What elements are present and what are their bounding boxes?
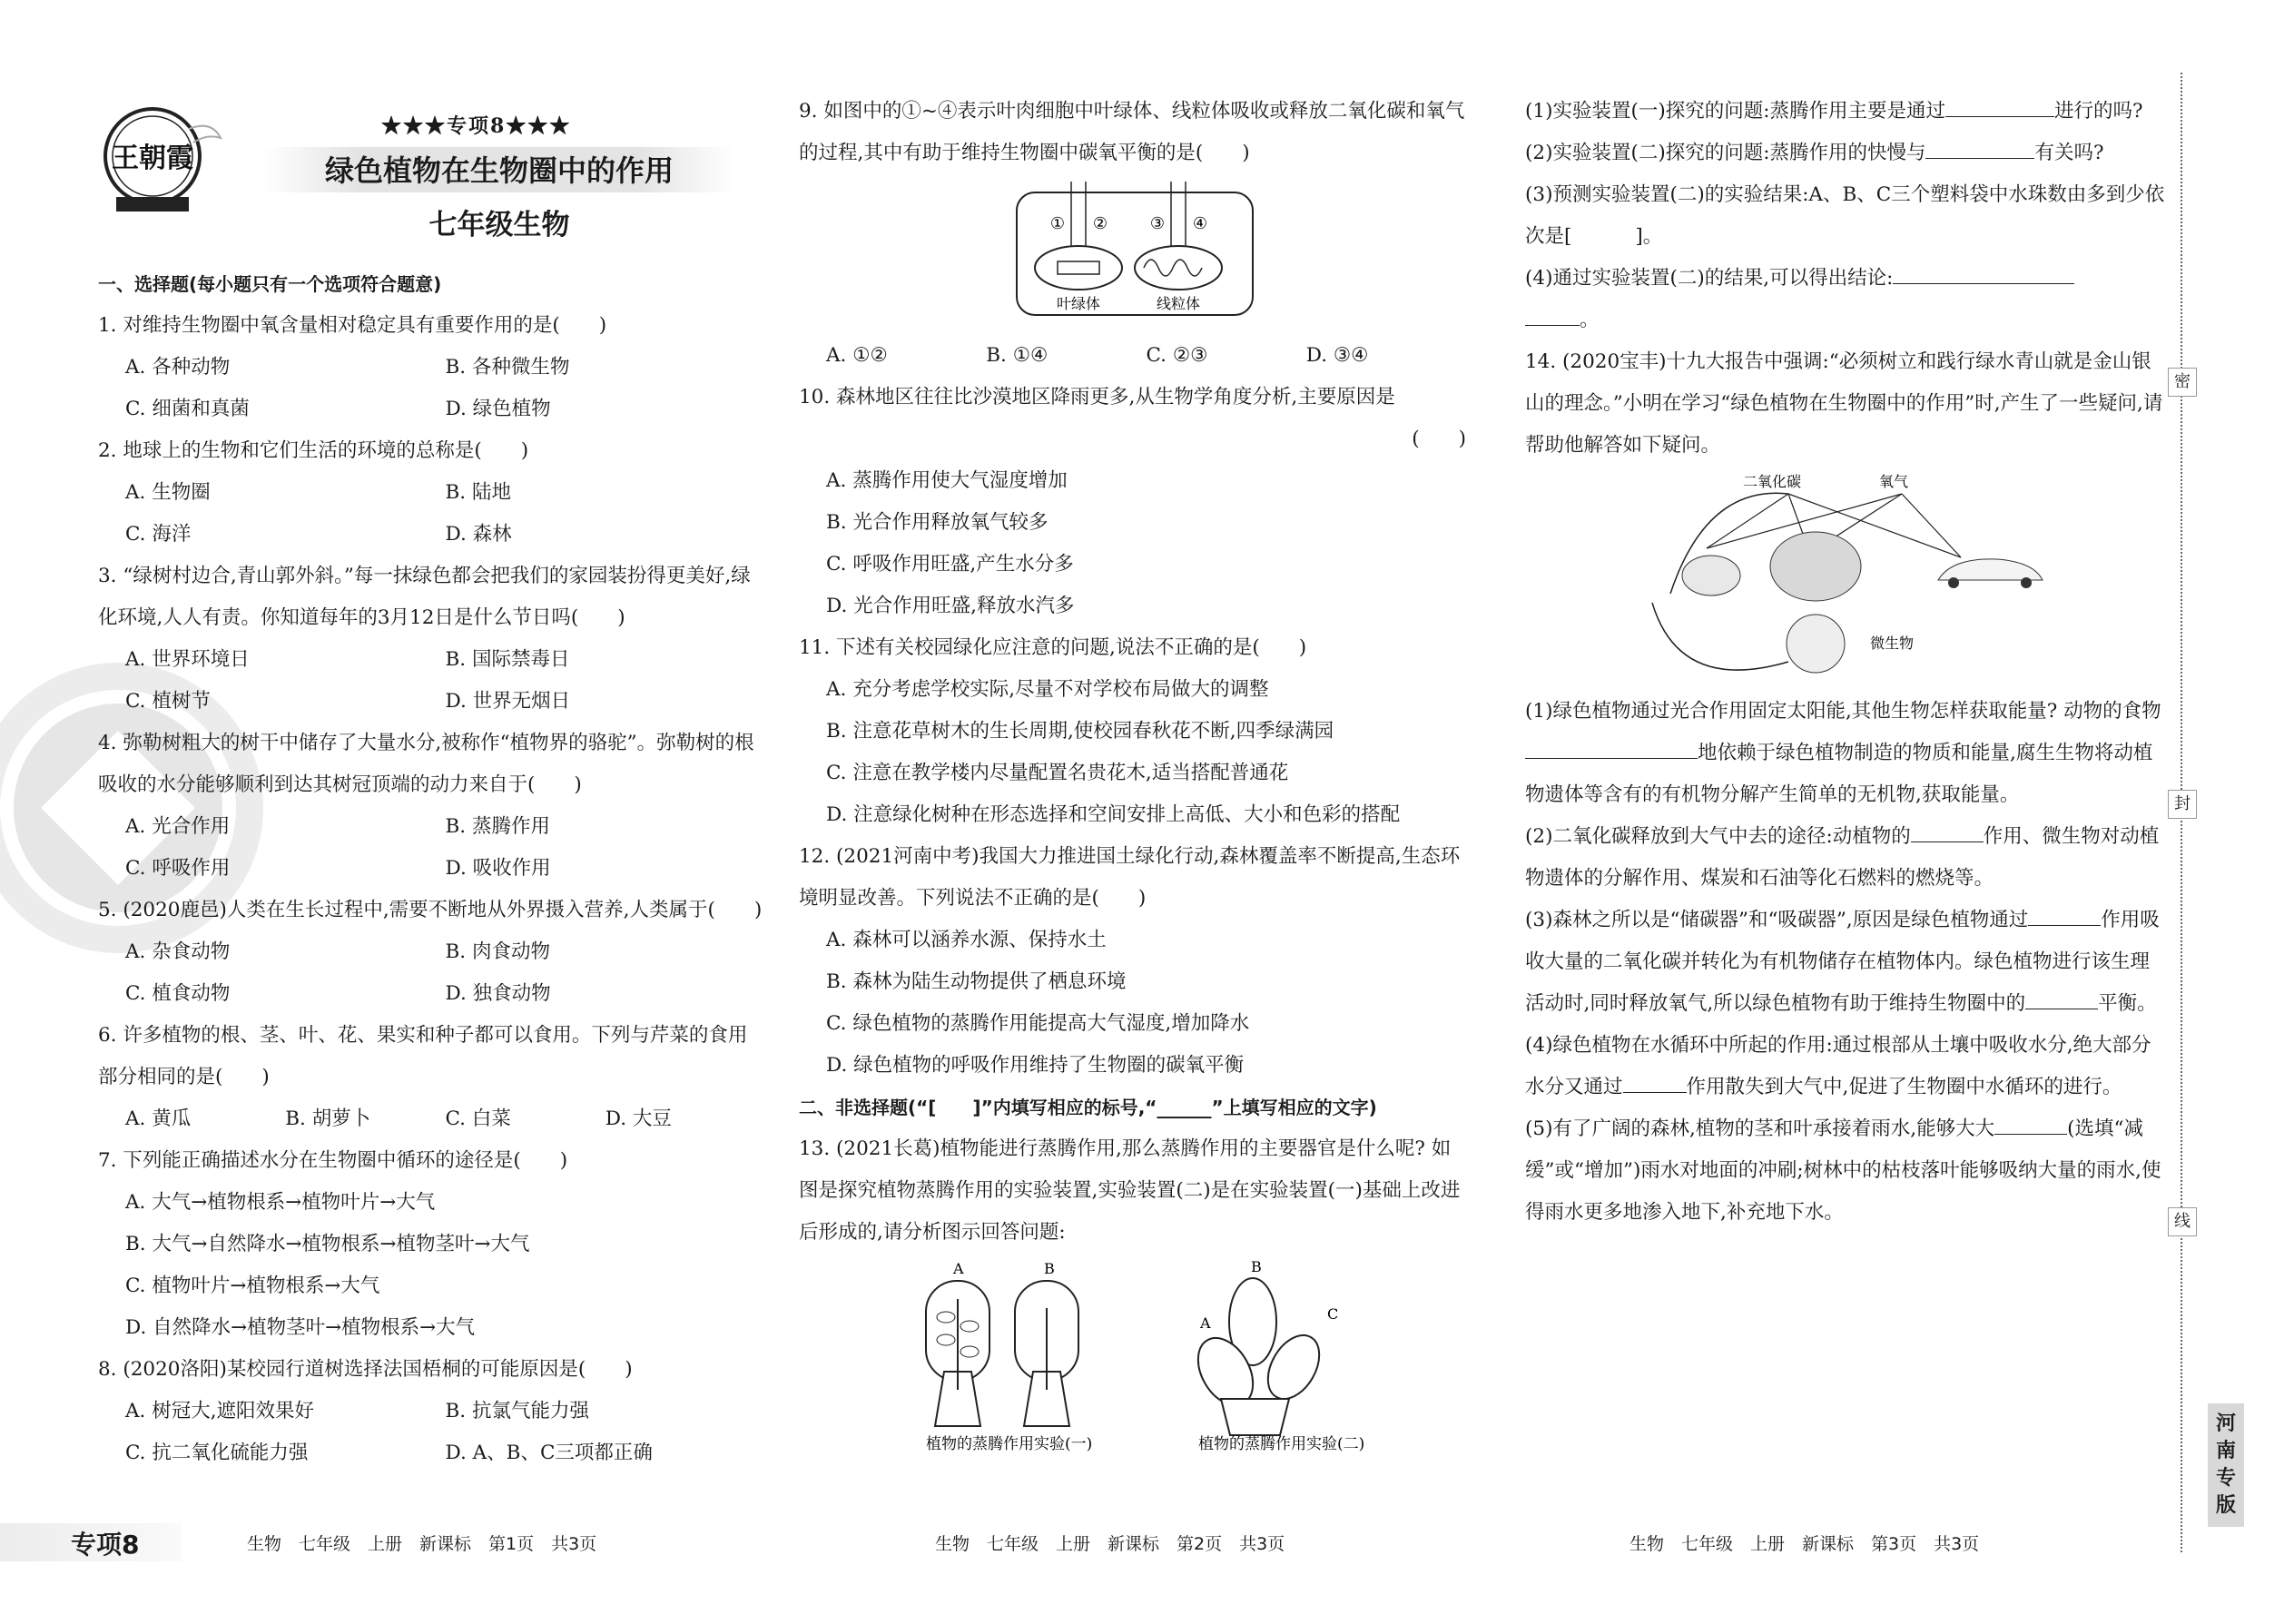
option: B. 胡萝卜: [285, 1107, 371, 1130]
option: B. 各种微生物: [445, 356, 570, 379]
option: A. 杂食动物: [125, 940, 231, 963]
answer-blank[interactable]: [1945, 94, 2054, 117]
label-microbe: 微生物: [1870, 635, 1915, 652]
question-6: 6. 许多植物的根、茎、叶、花、果实和种子都可以食用。下列与芹菜的食用部分相同的是( ): [98, 1024, 748, 1088]
marker-3: ③: [1149, 214, 1166, 233]
answer-blank[interactable]: [1525, 736, 1698, 759]
option: C. 植树节: [125, 690, 211, 713]
page-footer-1: 生物 七年级 上册 新课标 第1页 共3页: [247, 1534, 597, 1554]
options-4: [98, 806, 765, 890]
option: C. 绿色植物的蒸腾作用能提高大气湿度,增加降水: [826, 1012, 1250, 1035]
mitochondria-shape: [1135, 246, 1222, 290]
option: D. 注意绿化树种在形态选择和空间安排上高低、大小和色彩的搭配: [826, 803, 1401, 826]
logo-text: 王朝霞: [112, 143, 193, 174]
label-c2: C: [1327, 1305, 1339, 1323]
option: B. 大气→自然降水→植物根系→植物茎叶→大气: [125, 1233, 530, 1255]
option: A. 树冠大,遮阳效果好: [125, 1400, 315, 1422]
question-13: 13. (2021长葛)植物能进行蒸腾作用,那么蒸腾作用的主要器官是什么呢? 如图是探究植物蒸腾作用的实验装置,实验装置(二)是在实验装置(一)基础上改进后形成的,请分析图示回答问题:: [799, 1137, 1461, 1244]
animal-drawing: [1682, 556, 1740, 595]
options-3: [98, 639, 765, 723]
option: C. 呼吸作用: [125, 857, 231, 880]
topic-stars: ★★★专项8★★★: [381, 114, 572, 138]
q13-sub-1: (1)实验装置(一)探究的问题:蒸腾作用主要是通过 进行的吗?: [1525, 91, 2165, 133]
option: C. 植物叶片→植物根系→大气: [125, 1275, 380, 1297]
option: C. ②③: [1146, 344, 1208, 367]
option: B. 森林为陆生动物提供了栖息环境: [826, 970, 1127, 993]
options-1: [98, 347, 765, 430]
question-7: 7. 下列能正确描述水分在生物圈中循环的途径是( ): [98, 1149, 568, 1172]
fig-caption-2: 植物的蒸腾作用实验(二): [1198, 1435, 1365, 1453]
label-o2: 氧气: [1879, 473, 1909, 490]
transpiration-figure: [799, 1254, 1466, 1462]
options-9: [799, 335, 1466, 377]
q14-sub-5: (5)有了广阔的森林,植物的茎和叶承接着雨水,能够大大 (选填“减缓”或“增加”)雨水对地面的冲刷;树林中的枯枝落叶能够吸纳大量的雨水,使得雨水更多地渗入地下,补充地下水。: [1525, 1108, 2165, 1234]
option: C. 海洋: [125, 523, 192, 546]
option: D. 绿色植物: [445, 398, 551, 420]
question-4: 4. 弥勒树粗大的树干中储存了大量水分,被称作“植物界的骆驼”。弥勒树的根吸收的水分能够顺利到达其树冠顶端的动力来自于( ): [98, 732, 754, 796]
option: A. ①②: [826, 344, 888, 367]
option: A. 各种动物: [125, 356, 231, 379]
option: B. 光合作用释放氧气较多: [826, 511, 1049, 534]
mitochondria-label: 线粒体: [1156, 295, 1201, 312]
question-14: 14. (2020宝丰)十九大报告中强调:“必须树立和践行绿水青山就是金山银山的理念。”小明在学习“绿色植物在生物圈中的作用”时,产生了一些疑问,请帮助他解答如下疑问。: [1525, 350, 2163, 457]
q13-sub-4: (4)通过实验装置(二)的结果,可以得出结论: 。: [1525, 258, 2165, 341]
option: D. 吸收作用: [445, 857, 551, 880]
page-title: 绿色植物在生物圈中的作用: [324, 153, 674, 188]
option: B. 蒸腾作用: [445, 815, 550, 838]
option: D. 世界无烟日: [445, 690, 571, 713]
answer-blank[interactable]: [1925, 136, 2034, 159]
options-2: [98, 472, 765, 556]
q14-sub-3: (3)森林之所以是“储碳器”和“吸碳器”,原因是绿色植物通过 作用吸收大量的二氧化碳并转化为有机物储存在植物体内。绿色植物进行该生理活动时,同时释放氧气,所以绿色植物有助于维持生物圈中的 平衡。: [1525, 900, 2165, 1025]
option: A. 黄瓜: [125, 1107, 192, 1130]
page-subtitle: 七年级生物: [428, 209, 570, 241]
option: A. 森林可以涵养水源、保持水土: [826, 929, 1107, 951]
page-footer-3: 生物 七年级 上册 新课标 第3页 共3页: [1629, 1534, 1980, 1554]
option: D. A、B、C三项都正确: [445, 1442, 653, 1464]
marker-2: ②: [1092, 214, 1108, 233]
seal-mark: 封: [2168, 790, 2197, 819]
option: C. 细菌和真菌: [125, 398, 250, 420]
column-3: [1525, 91, 2165, 1234]
option: B. 注意花草树木的生长周期,使校园春秋花不断,四季绿满园: [826, 720, 1334, 743]
option: D. 绿色植物的呼吸作用维持了生物圈的碳氧平衡: [826, 1054, 1245, 1077]
option: A. 大气→植物根系→植物叶片→大气: [125, 1191, 436, 1214]
chloroplast-shape: [1035, 246, 1122, 290]
option: C. 植食动物: [125, 982, 231, 1005]
label-a: A: [953, 1260, 964, 1277]
fig-caption-1: 植物的蒸腾作用实验(一): [926, 1435, 1093, 1453]
cell-organelle-figure: [799, 174, 1466, 320]
answer-paren: ( ): [1412, 428, 1466, 450]
options-6: [98, 1098, 765, 1140]
carbon-cycle-figure: [1525, 467, 2165, 675]
chloroplast-label: 叶绿体: [1056, 295, 1101, 312]
question-1: 1. 对维持生物圈中氧含量相对稳定具有重要作用的是( ): [98, 314, 607, 337]
column-1: [98, 263, 765, 1474]
question-8: 8. (2020洛阳)某校园行道树选择法国梧桐的可能原因是( ): [98, 1358, 633, 1381]
question-2: 2. 地球上的生物和它们生活的环境的总称是( ): [98, 439, 529, 462]
options-5: [98, 931, 765, 1015]
label-co2: 二氧化碳: [1743, 473, 1802, 490]
option: A. 光合作用: [125, 815, 231, 838]
question-3: 3. “绿树村边合,青山郭外斜。”每一抹绿色都会把我们的家园装扮得更美好,绿化环境,人人有责。你知道每年的3月12日是什么节日吗( ): [98, 565, 751, 629]
option: B. 抗氯气能力强: [445, 1400, 589, 1422]
option: D. 大豆: [605, 1107, 672, 1130]
option: D. 自然降水→植物茎叶→植物根系→大气: [125, 1316, 476, 1339]
option: D. 独食动物: [445, 982, 551, 1005]
answer-blank[interactable]: [1994, 1112, 2067, 1135]
seal-mark: 密: [2168, 368, 2197, 397]
plant-drawing: [1770, 532, 1861, 601]
option: B. 陆地: [445, 481, 511, 504]
option: A. 充分考虑学校实际,尽量不对学校布局做大的调整: [826, 678, 1269, 701]
option: C. 抗二氧化硫能力强: [125, 1442, 309, 1464]
answer-blank[interactable]: [1525, 303, 1580, 326]
option: C. 呼吸作用旺盛,产生水分多: [826, 553, 1074, 576]
q14-sub-4: (4)绿色植物在水循环中所起的作用:通过根部从土壤中吸收水分,绝大部分水分又通过 作用散失到大气中,促进了生物圈中水循环的进行。: [1525, 1034, 2151, 1098]
option: A. 生物圈: [125, 481, 211, 504]
car-drawing: [1938, 559, 2043, 580]
option: D. 森林: [445, 523, 512, 546]
microbe-drawing: [1787, 615, 1845, 673]
option: A. 蒸腾作用使大气湿度增加: [826, 469, 1068, 492]
question-12: 12. (2021河南中考)我国大力推进国土绿化行动,森林覆盖率不断提高,生态环境明显改善。下列说法不正确的是( ): [799, 845, 1461, 910]
brand-logo: [98, 102, 225, 220]
q14-sub-1: (1)绿色植物通过光合作用固定太阳能,其他生物怎样获取能量? 动物的食物地依赖于绿色植物制造的物质和能量,腐生生物将动植物遗体等含有的有机物分解产生简单的无机物,获取能量。: [1525, 700, 2161, 806]
question-11: 11. 下述有关校园绿化应注意的问题,说法不正确的是( ): [799, 636, 1307, 659]
option: B. 国际禁毒日: [445, 648, 570, 671]
edition-tag: 河 南 专 版: [2208, 1403, 2244, 1527]
answer-blank[interactable]: [2025, 987, 2098, 1009]
answer-blank[interactable]: [1911, 820, 1984, 842]
answer-blank[interactable]: [2028, 903, 2101, 926]
label-a2: A: [1200, 1314, 1211, 1332]
q13-sub-2: (2)实验装置(二)探究的问题:蒸腾作用的快慢与 有关吗?: [1525, 133, 2165, 174]
label-b: B: [1044, 1260, 1055, 1277]
option: D. 光合作用旺盛,释放水汽多: [826, 595, 1075, 617]
option: B. 肉食动物: [445, 940, 550, 963]
section-heading-nonchoice: 二、非选择题(“[ ]”内填写相应的标号,“______”上填写相应的文字): [799, 1097, 1377, 1118]
q14-sub-2: (2)二氧化碳释放到大气中去的途径:动植物的 作用、微生物对动植物遗体的分解作用、煤炭和石油等化石燃料的燃烧等。: [1525, 816, 2165, 900]
column-2: [799, 91, 1466, 1478]
option: A. 世界环境日: [125, 648, 250, 671]
section-heading-choice: 一、选择题(每小题只有一个选项符合题意): [98, 273, 442, 295]
option: C. 白菜: [445, 1107, 511, 1130]
label-b2: B: [1251, 1258, 1262, 1275]
footer-topic-tag: 专项8: [71, 1530, 140, 1560]
question-5: 5. (2020鹿邑)人类在生长过程中,需要不断地从外界摄入营养,人类属于( ): [98, 899, 763, 921]
page-footer-2: 生物 七年级 上册 新课标 第2页 共3页: [935, 1534, 1285, 1554]
answer-blank[interactable]: [1893, 261, 2074, 284]
options-8: [98, 1391, 765, 1474]
option: B. ①④: [986, 344, 1049, 367]
q13-sub-3: (3)预测实验装置(二)的实验结果:A、B、C三个塑料袋中水珠数由多到少依次是[ ]。: [1525, 183, 2165, 248]
marker-1: ①: [1049, 214, 1066, 233]
seal-mark: 线: [2168, 1207, 2197, 1236]
answer-blank[interactable]: [1623, 1070, 1687, 1093]
question-9: 9. 如图中的①~④表示叶肉细胞中叶绿体、线粒体吸收或释放二氧化碳和氧气的过程,其中有助于维持生物圈中碳氧平衡的是( ): [799, 100, 1465, 164]
option: D. ③④: [1305, 344, 1369, 367]
option: C. 注意在教学楼内尽量配置名贵花木,适当搭配普通花: [826, 762, 1289, 784]
marker-4: ④: [1192, 214, 1208, 233]
question-10: 10. 森林地区往往比沙漠地区降雨更多,从生物学角度分析,主要原因是: [799, 386, 1395, 408]
